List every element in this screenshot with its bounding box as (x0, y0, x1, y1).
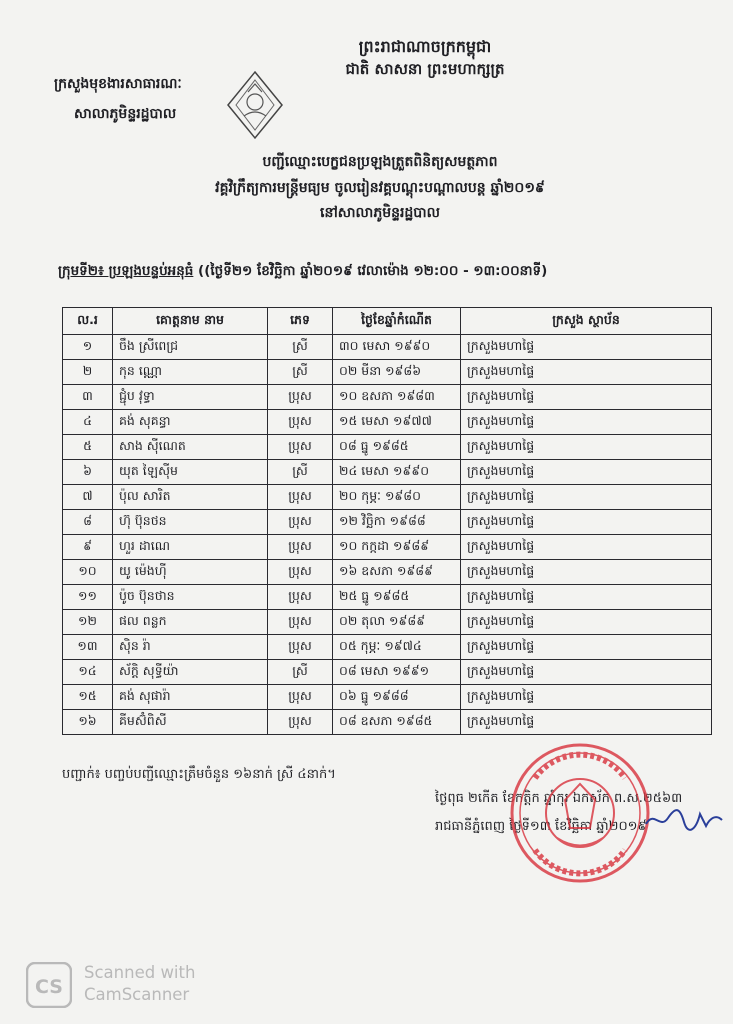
signature-icon (640, 800, 725, 840)
table-row (63, 335, 712, 360)
cell-gender: ប្រុស (268, 535, 333, 560)
cell-gender: ប្រុស (268, 410, 333, 435)
cell-institution: ក្រសួងមហាផ្ទៃ (461, 610, 712, 635)
cell-birthdate: ១៦ ឧសភា ១៩៨៩ (333, 560, 461, 585)
cell-gender: ប្រុស (268, 435, 333, 460)
cell-institution: ក្រសួងមហាផ្ទៃ (461, 410, 712, 435)
table-row (63, 610, 712, 635)
cell-birthdate: ១២ វិច្ឆិកា ១៩៨៨ (333, 510, 461, 535)
cell-name: យុត ឡៃស៊ីម (113, 460, 268, 485)
cell-no: ៨ (63, 510, 113, 535)
candidate-table (62, 307, 712, 735)
camscanner-logo-text: CS (35, 976, 63, 998)
cell-birthdate: ២៥ ធ្នូ ១៩៨៥ (333, 585, 461, 610)
cell-birthdate: ១៥ មេសា ១៩៧៧ (333, 410, 461, 435)
cell-no: ១៣ (63, 635, 113, 660)
group-schedule: ((ថ្ងៃទី២១ ខែវិច្ឆិកា ឆ្នាំ២០១៩ វេលាម៉ោង ១២:០០ - ១៣:០០នាទី) (193, 263, 548, 279)
table-row (63, 660, 712, 685)
cell-birthdate: ១០ ឧសភា ១៩៨៣ (333, 385, 461, 410)
cell-institution: ក្រសួងមហាផ្ទៃ (461, 510, 712, 535)
cell-institution: ក្រសួងមហាផ្ទៃ (461, 710, 712, 735)
header-institution: ក្រសួង ស្ថាប័ន (461, 308, 712, 335)
table-row (63, 485, 712, 510)
cell-gender: ប្រុស (268, 710, 333, 735)
cell-birthdate: ០២ តុលា ១៩៨៩ (333, 610, 461, 635)
cell-gender: ប្រុស (268, 510, 333, 535)
cell-birthdate: ០៨ ធ្នូ ១៩៨៥ (333, 435, 461, 460)
cell-no: ១៦ (63, 710, 113, 735)
cell-institution: ក្រសួងមហាផ្ទៃ (461, 635, 712, 660)
header-name: គោត្តនាម នាម (113, 308, 268, 335)
cell-name: ស៊ិន រ៉ា (113, 635, 268, 660)
cell-institution: ក្រសួងមហាផ្ទៃ (461, 385, 712, 410)
watermark-line1: Scanned with (84, 963, 196, 982)
document-title-line2: វគ្គវិក្រឹត្យការមន្ត្រីមធ្យម ចូលរៀនវគ្គបណ្តុះបណ្តាលបន្ត ឆ្នាំ២០១៩ (215, 180, 545, 196)
cell-gender: ស្រី (268, 335, 333, 360)
document-title-line1: បញ្ជីឈ្មោះបេក្ខជនប្រឡងត្រួតពិនិត្យសមត្ថភាព (262, 154, 498, 170)
cell-birthdate: ០៨ មេសា ១៩៩១ (333, 660, 461, 685)
cell-birthdate: ២៤ មេសា ១៩៩០ (333, 460, 461, 485)
header-gender: ភេទ (268, 308, 333, 335)
cell-institution: ក្រសួងមហាផ្ទៃ (461, 685, 712, 710)
cell-name: គង់ សុគន្ធា (113, 410, 268, 435)
cell-institution: ក្រសួងមហាផ្ទៃ (461, 585, 712, 610)
cell-gender: ស្រី (268, 460, 333, 485)
cell-no: ៦ (63, 460, 113, 485)
cell-gender: ប្រុស (268, 385, 333, 410)
cell-name: ប៉ុល សារិត (113, 485, 268, 510)
cell-institution: ក្រសួងមហាផ្ទៃ (461, 485, 712, 510)
camscanner-watermark (84, 962, 195, 1006)
cell-no: ១២ (63, 610, 113, 635)
cell-name: ជ្ជុំប វុទ្ធា (113, 385, 268, 410)
cell-no: ៩ (63, 535, 113, 560)
lunar-date: ថ្ងៃពុធ ២កើត ខែកត្តិក ឆ្នាំកុរ ឯកស័ក ព.ស.២៥៦៣ (435, 791, 683, 806)
header-no: ល.រ (63, 308, 113, 335)
table-row (63, 560, 712, 585)
cell-birthdate: ០៥ កុម្ភៈ ១៩៧៤ (333, 635, 461, 660)
table-row (63, 685, 712, 710)
table-row (63, 385, 712, 410)
cell-gender: ប្រុស (268, 685, 333, 710)
cell-gender: ស្រី (268, 360, 333, 385)
table-header-row (63, 308, 712, 335)
cell-birthdate: ១០ កក្កដា ១៩៨៩ (333, 535, 461, 560)
ministry-name: ក្រសួងមុខងារសាធារណៈ (54, 76, 182, 92)
table-row (63, 435, 712, 460)
cell-birthdate: ៣០ មេសា ១៩៩០ (333, 335, 461, 360)
header-birthdate: ថ្ងៃខែឆ្នាំកំណើត (333, 308, 461, 335)
solar-date: រាជធានីភ្នំពេញ ថ្ងៃទី១៣ ខែវិច្ឆិកា ឆ្នាំ២០១៩ (435, 819, 647, 834)
school-emblem-icon (224, 68, 286, 142)
table-row (63, 535, 712, 560)
table-row (63, 510, 712, 535)
cell-gender: ប្រុស (268, 585, 333, 610)
table-row (63, 585, 712, 610)
cell-no: ៥ (63, 435, 113, 460)
cell-no: ១០ (63, 560, 113, 585)
cell-institution: ក្រសួងមហាផ្ទៃ (461, 660, 712, 685)
cell-no: ១១ (63, 585, 113, 610)
cell-name: ចឹង ស្រីពេជ្រ (113, 335, 268, 360)
kingdom-motto: ជាតិ សាសនា ព្រះមហាក្សត្រ (345, 60, 505, 78)
table-row (63, 460, 712, 485)
document-title-line3: នៅសាលាភូមិន្ទរដ្ឋបាល (320, 205, 440, 221)
cell-institution: ក្រសួងមហាផ្ទៃ (461, 335, 712, 360)
cell-gender: ប្រុស (268, 560, 333, 585)
summary-note: បញ្ជាក់៖ បញ្ចប់បញ្ជីឈ្មោះត្រឹមចំនួន ១៦នាក់ ស្រី ៤នាក់។ (62, 767, 336, 782)
table-body (63, 335, 712, 735)
cell-gender: ប្រុស (268, 610, 333, 635)
camscanner-logo-icon (26, 962, 72, 1008)
group-heading (58, 262, 547, 282)
cell-no: ១៥ (63, 685, 113, 710)
kingdom-title: ព្រះរាជាណាចក្រកម្ពុជា (358, 37, 492, 56)
school-name: សាលាភូមិន្ទរដ្ឋបាល (74, 106, 177, 122)
cell-no: ១ (63, 335, 113, 360)
cell-institution: ក្រសួងមហាផ្ទៃ (461, 560, 712, 585)
cell-name: ប៉ូច ប៊ុនថាន (113, 585, 268, 610)
watermark-line2: CamScanner (84, 985, 190, 1004)
cell-name: ផល ពន្លក (113, 610, 268, 635)
cell-birthdate: ០៨ ឧសភា ១៩៨៥ (333, 710, 461, 735)
cell-name: ស័ក្តិ សុទ្ធីយ៉ា (113, 660, 268, 685)
cell-gender: ប្រុស (268, 635, 333, 660)
cell-institution: ក្រសួងមហាផ្ទៃ (461, 460, 712, 485)
cell-name: សាង ស៊ីណេត (113, 435, 268, 460)
cell-name: គីមស៊ំពិសី (113, 710, 268, 735)
cell-name: គង់ សុផារ៉ា (113, 685, 268, 710)
cell-birthdate: ០៦ ធ្នូ ១៩៨៨ (333, 685, 461, 710)
table-row (63, 360, 712, 385)
cell-gender: ប្រុស (268, 485, 333, 510)
table-row (63, 410, 712, 435)
cell-no: ២ (63, 360, 113, 385)
cell-no: ១៤ (63, 660, 113, 685)
cell-name: ហួរ ដាណេ (113, 535, 268, 560)
cell-no: ៧ (63, 485, 113, 510)
group-label: ក្រុមទី២៖ ប្រឡងបន្ទប់អនុធំ (58, 263, 194, 279)
table-row (63, 710, 712, 735)
table-row (63, 635, 712, 660)
cell-institution: ក្រសួងមហាផ្ទៃ (461, 535, 712, 560)
cell-name: ហ៊ុ ប៊ុនថន (113, 510, 268, 535)
cell-name: កុន ណ្ណោ (113, 360, 268, 385)
cell-institution: ក្រសួងមហាផ្ទៃ (461, 360, 712, 385)
cell-gender: ស្រី (268, 660, 333, 685)
cell-birthdate: ២០ កុម្ភៈ ១៩៨០ (333, 485, 461, 510)
cell-no: ៤ (63, 410, 113, 435)
cell-no: ៣ (63, 385, 113, 410)
cell-name: យូ ម៉េងហ៊ី (113, 560, 268, 585)
cell-institution: ក្រសួងមហាផ្ទៃ (461, 435, 712, 460)
cell-birthdate: ០២ មីនា ១៩៨៦ (333, 360, 461, 385)
official-stamp-icon (505, 738, 655, 888)
